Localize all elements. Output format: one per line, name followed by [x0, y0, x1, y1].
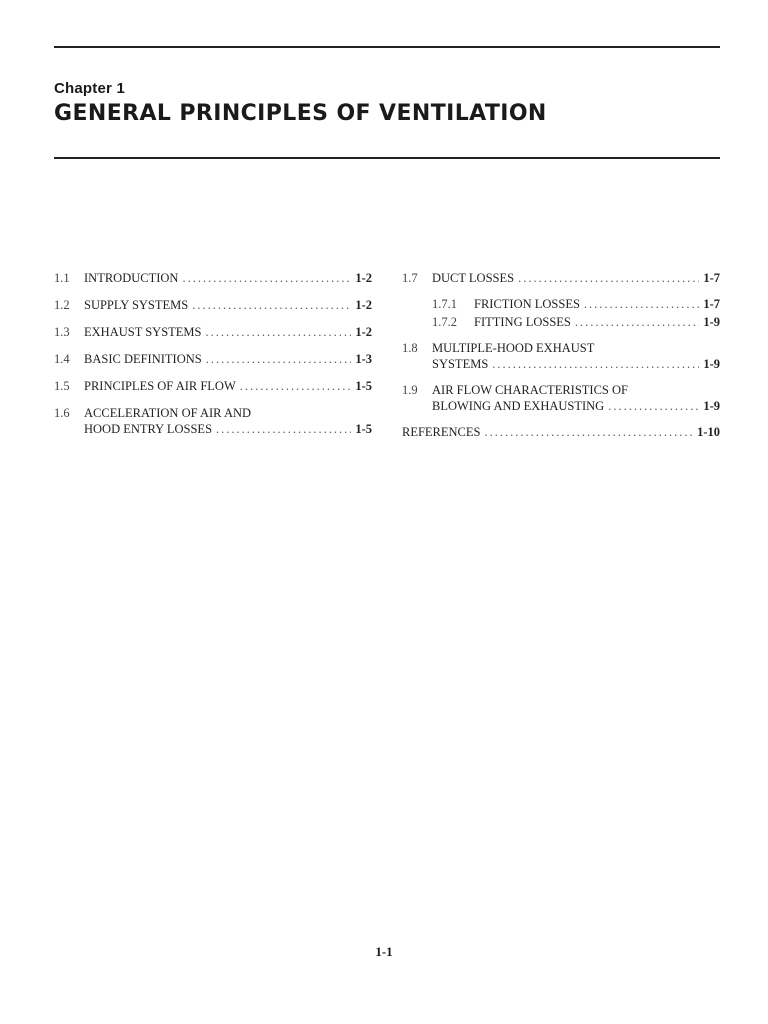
toc-title: DUCT LOSSES	[432, 271, 515, 285]
toc-page: 1-7	[703, 271, 720, 285]
toc-title: EXHAUST SYSTEMS	[84, 325, 202, 339]
bottom-rule	[54, 157, 720, 159]
toc-leader	[518, 270, 699, 286]
toc-entry-1-6[interactable]	[54, 405, 372, 437]
chapter-title: GENERAL PRINCIPLES OF VENTILATION	[54, 101, 547, 126]
toc-page: 1-7	[703, 297, 720, 311]
toc-title-continued: SYSTEMS	[432, 357, 489, 371]
toc-page: 1-2	[355, 298, 372, 312]
toc-leader	[485, 424, 694, 440]
toc-leader	[575, 314, 699, 330]
toc-leader	[584, 296, 699, 312]
toc-number: 1.5	[54, 379, 70, 393]
toc-entry-1-7[interactable]	[402, 270, 720, 286]
toc-entry-1-4[interactable]	[54, 351, 372, 367]
toc-leader	[240, 378, 352, 394]
toc-title: INTRODUCTION	[84, 271, 179, 285]
toc-left-column	[54, 270, 372, 437]
toc-leader	[206, 351, 352, 367]
toc-page: 1-9	[703, 315, 720, 329]
toc-number: 1.9	[402, 383, 418, 397]
toc-entry-1-1[interactable]	[54, 270, 372, 286]
toc-entry-1-7-2[interactable]	[402, 314, 720, 330]
toc-page: 1-5	[355, 422, 372, 436]
toc-entry-1-7-1[interactable]	[402, 296, 720, 312]
toc-title: SUPPLY SYSTEMS	[84, 298, 189, 312]
toc-title: FITTING LOSSES	[474, 315, 571, 329]
toc-entry-1-9[interactable]	[402, 382, 720, 414]
toc-page: 1-5	[355, 379, 372, 393]
toc-number: 1.7.2	[432, 315, 457, 329]
toc-entry-1-3[interactable]	[54, 324, 372, 340]
toc-leader	[192, 297, 351, 313]
toc-number: 1.1	[54, 271, 70, 285]
toc-title-continued: BLOWING AND EXHAUSTING	[432, 399, 605, 413]
toc-number: 1.4	[54, 352, 70, 366]
toc-page: 1-3	[355, 352, 372, 366]
toc-page: 1-2	[355, 271, 372, 285]
toc-page: 1-9	[703, 357, 720, 371]
toc-number: 1.2	[54, 298, 70, 312]
toc-title: BASIC DEFINITIONS	[84, 352, 202, 366]
toc-entry-references[interactable]	[402, 424, 720, 440]
toc-number: 1.8	[402, 341, 418, 355]
toc-leader	[216, 421, 351, 437]
toc-title-continued: HOOD ENTRY LOSSES	[84, 422, 213, 436]
toc-leader	[492, 356, 699, 372]
toc-title: FRICTION LOSSES	[474, 297, 580, 311]
toc-page: 1-10	[697, 425, 720, 439]
page-number: 1-1	[375, 944, 393, 959]
toc-title: PRINCIPLES OF AIR FLOW	[84, 379, 236, 393]
top-rule	[54, 46, 720, 48]
chapter-label: Chapter 1	[54, 80, 125, 97]
toc-number: 1.3	[54, 325, 70, 339]
toc-page: 1-2	[355, 325, 372, 339]
toc-number: 1.6	[54, 406, 70, 420]
toc-number: 1.7.1	[432, 297, 457, 311]
toc-leader	[182, 270, 351, 286]
toc-right-column	[402, 270, 720, 440]
toc-number: 1.7	[402, 271, 418, 285]
toc-leader	[608, 398, 699, 414]
toc-entry-1-2[interactable]	[54, 297, 372, 313]
toc-title: REFERENCES	[402, 425, 481, 439]
toc-entry-1-8[interactable]	[402, 340, 720, 372]
toc-title: ACCELERATION OF AIR AND	[84, 406, 252, 420]
toc-title: AIR FLOW CHARACTERISTICS OF	[432, 383, 628, 397]
toc-title: MULTIPLE-HOOD EXHAUST	[432, 341, 595, 355]
toc-page: 1-9	[703, 399, 720, 413]
toc-leader	[206, 324, 352, 340]
toc-entry-1-5[interactable]	[54, 378, 372, 394]
